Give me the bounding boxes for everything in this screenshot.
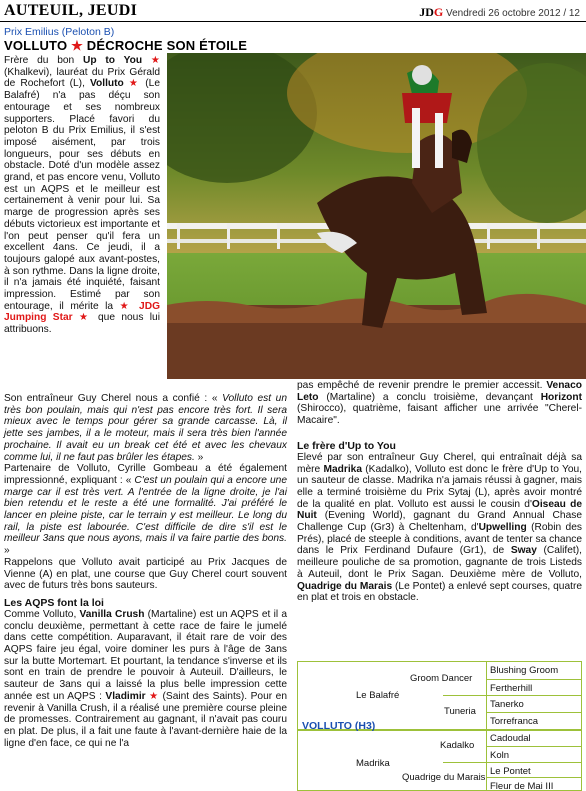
divider (486, 746, 582, 747)
ancestor-name: Koln (490, 750, 510, 761)
paragraph: Rappelons que Volluto avait participé au Prix Jacques de Vienne (A) en plat, une course que Guy Cherel court souvent avec de futurs très bons sauteurs. (4, 556, 287, 592)
right-column (297, 380, 582, 604)
race-kicker: Prix Emilius (Peloton B) (4, 26, 115, 38)
masthead (419, 5, 580, 20)
divider (443, 695, 582, 696)
divider (486, 777, 582, 778)
dam-dam-name: Quadrige du Marais (402, 772, 486, 783)
pedigree-table (297, 661, 582, 791)
divider (486, 679, 582, 680)
ancestor-name: Tanerko (490, 699, 524, 710)
section-title: AUTEUIL, JEUDI (4, 2, 138, 19)
trainer-quote: Son entraîneur Guy Cherel nous a confié : « Volluto est un très bon poulain, mais qui n'est pas encore très fort. Il sera mieux avec le temps pour gérer sa grande carcasse. Là, il jette ses jambes, il a le moteur, mais il sera très bien l'année prochaine. Il avait eu un break cet été et avec les chevaux comme lui, il ne faut pas brûler les étapes. » (4, 393, 287, 463)
subheading: Le frère d'Up to You (297, 439, 396, 452)
star-icon: ★ (149, 690, 159, 702)
ancestor-name: Fleur de Mai III (490, 781, 554, 791)
divider (486, 712, 582, 713)
ancestor-name: Cadoudal (490, 733, 531, 744)
dam-sire-name: Kadalko (440, 740, 475, 751)
star-icon: ★ (71, 38, 83, 53)
intro-paragraph: Frère du bon Up to You ★ (Khalkevi), lauréat du Prix Gérald de Rochefort (L), Volluto ★ (Le Balafré) n'a pas déçu son entourage et ses nombreux supporters. Placé favori du peloton B du Prix Emilius, il s'est imposé aisément, par trois longueurs, pour ses débuts en obstacle. Doté d'un modèle assez grand, et pas encore venu, Volluto est un AQPS et le meilleur est certainement à venir pour lui. Sa marge de progression après ses débuts victorieux est importante et l'on peut penser qu'il fera un excellent 4ans. Ce jeudi, il a toujours galopé aux avant-postes, à son rythme. Dans la ligne droite, il n'a jamais été inquiété, faisant impression. Estimé par son entourage, il mérite la ★ JDG Jumping Star ★ que nous lui attribuons. (4, 55, 160, 336)
date-page: Vendredi 26 octobre 2012 / 12 (446, 8, 580, 19)
sire-dam-name: Tuneria (444, 706, 476, 717)
paragraph: pas empêché de revenir prendre le premier accessit. Venaco Leto (Martaline) a conclu troisième, devançant Horizont (Shirocco), quatrième, faisant afficher une arrivée "Cherel-Macaire". (297, 380, 582, 427)
jockey-quote: Partenaire de Volluto, Cyrille Gombeau a été également impressionné, expliquant : « C'est un poulain qui a encore une marge car il est très vert. A l'entrée de la ligne droite, je l'ai bien retendu et le reste a été une formalité. J'ai préféré le lancer en pleine piste, car le terrain y est meilleur. Le long du rail, la piste est labourée. C'est difficile de dire s'il est le meilleur 3ans que nous ayons, mais il va faire partie des bons. » (4, 463, 287, 557)
intro-column (4, 55, 160, 336)
horse-name: VOLLUTO (H3) (302, 720, 376, 732)
ancestor-name: Blushing Groom (490, 665, 559, 676)
subheading: Les AQPS font la loi (4, 596, 104, 609)
ancestor-name: Torrefranca (490, 716, 539, 727)
sire-name: Le Balafré (356, 690, 400, 701)
sire-sire-name: Groom Dancer (410, 673, 473, 684)
race-photo (167, 53, 586, 379)
left-column (4, 393, 287, 749)
ancestor-name: Fertherhill (490, 683, 533, 694)
page-header (0, 0, 586, 22)
star-icon: ★ (78, 312, 92, 324)
divider (443, 762, 582, 763)
paragraph: Comme Volluto, Vanilla Crush (Martaline) est un AQPS et il a conclu deuxième, permettant à cette race de faire le jumelé dans cette compétition. Auparavant, il était rare de voir des AQPS faire jeu égal, voire dominer les purs à l'âge de 3ans sur la butte Mortemart. Et pourtant, la tendance s'inverse et ils sont en train de prendre le pouvoir à Auteuil. D'ailleurs, le sauteur de 3ans qui a laissé la plus belle impression cette année est un AQPS : Vladimir ★ (Saint des Saints). Pour en revenir à Vanilla Crush, il a réalisé une première course pleine de promesses. Contrairement au gagnant, il n'avait pas couru en plat. De plus, il a fait une faute à l'avant-dernière haie de la ligne d'en face, ce qui ne l'a (4, 608, 287, 749)
article-headline: VOLLUTO ★ DÉCROCHE SON ÉTOILE (4, 38, 248, 53)
paragraph: Elevé par son entraîneur Guy Cherel, qui entraînait déjà sa mère Madrika (Kadalko), Volluto est donc le frère d'Up to You, un sauteur de classe. Madrika n'a jamais réussi à gagner, mais elle a terminé troisième du Prix Sytaj (L), après avoir montré de la qualité en plat. Volluto est aussi le cousin d'Oiseau de Nuit (Evening World), gagnant du Grand Annual Chase Challenge Cup (Gr3) à Cheltenham, d'Upwelling (Robin des Prés), placé de steeple à conditions, avant de tenter sa chance dans le Prix Ferdinand Dufaure (Gr1), de Sway (Califet), meilleure pouliche de sa promotion, gagnante de trois Listeds à Auteuil, dont le Prix Sagan. Deuxième mère de Volluto, Quadrige du Marais (Le Pontet) a enlevé sept courses, quatre en plat et trois en obstacle. (297, 451, 583, 604)
steeplechase-horse-image (167, 53, 586, 379)
star-icon: ★ (128, 78, 141, 90)
dam-name: Madrika (356, 758, 390, 769)
ancestor-name: Le Pontet (490, 766, 531, 777)
jdg-logo: JDG (419, 5, 444, 19)
divider (486, 662, 487, 791)
star-icon: ★ (150, 55, 160, 66)
star-icon: ★ (119, 300, 133, 312)
